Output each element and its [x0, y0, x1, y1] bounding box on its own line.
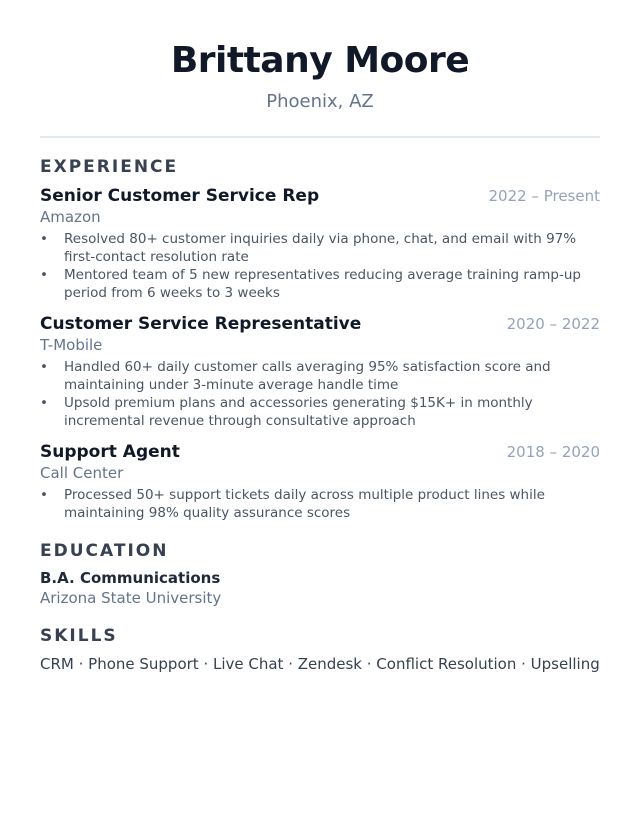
job-header [40, 441, 600, 463]
bullet-text: Handled 60+ daily customer calls averaging 95% satisfaction score and maintaining under 3-minute average handle time [64, 359, 551, 393]
skills-section [40, 625, 600, 674]
candidate-name: Brittany Moore [170, 40, 470, 81]
bullet-glyph: • [40, 231, 48, 247]
bullet-glyph: • [40, 395, 48, 411]
resume-header [40, 0, 600, 114]
job-title: Customer Service Representative [40, 314, 362, 334]
bullet-text: Resolved 80+ customer inquiries daily via phone, chat, and email with 97% first-contact resolution rate [64, 231, 577, 265]
job-bullets [40, 230, 600, 302]
candidate-location: Phoenix, AZ [266, 91, 374, 112]
skills-heading: SKILLS [40, 626, 118, 646]
job-entry [40, 185, 600, 302]
job-dates: 2022 – Present [488, 187, 600, 205]
job-bullet [40, 394, 600, 430]
job-company: T-Mobile [40, 336, 103, 354]
job-entry [40, 441, 600, 522]
job-bullet [40, 266, 600, 302]
job-bullet [40, 230, 600, 266]
bullet-text: Upsold premium plans and accessories generating $15K+ in monthly incremental revenue through consultative approach [64, 395, 533, 429]
bullet-glyph: • [40, 359, 48, 375]
bullet-text: Mentored team of 5 new representatives reducing average training ramp-up period from 6 weeks to 3 weeks [64, 267, 581, 301]
bullet-text: Processed 50+ support tickets daily across multiple product lines while maintaining 98% quality assurance scores [64, 487, 545, 521]
job-title: Senior Customer Service Rep [40, 186, 320, 206]
job-header [40, 313, 600, 335]
job-title: Support Agent [40, 442, 180, 462]
job-bullets [40, 358, 600, 430]
header-divider [40, 136, 600, 138]
job-bullet [40, 486, 600, 522]
education-heading: EDUCATION [40, 541, 169, 561]
job-company: Call Center [40, 464, 124, 482]
job-dates: 2018 – 2020 [506, 443, 600, 461]
job-dates: 2020 – 2022 [506, 315, 600, 333]
experience-heading: EXPERIENCE [40, 157, 179, 177]
job-bullets [40, 486, 600, 522]
bullet-glyph: • [40, 487, 48, 503]
job-header [40, 185, 600, 207]
job-company: Amazon [40, 208, 101, 226]
education-school: Arizona State University [40, 589, 222, 607]
education-degree: B.A. Communications [40, 569, 221, 587]
job-entry [40, 313, 600, 430]
bullet-glyph: • [40, 267, 48, 283]
job-bullet [40, 358, 600, 394]
skills-list: CRM · Phone Support · Live Chat · Zendesk · Conflict Resolution · Upselling [40, 655, 600, 673]
education-section [40, 540, 600, 608]
experience-section [40, 156, 600, 522]
